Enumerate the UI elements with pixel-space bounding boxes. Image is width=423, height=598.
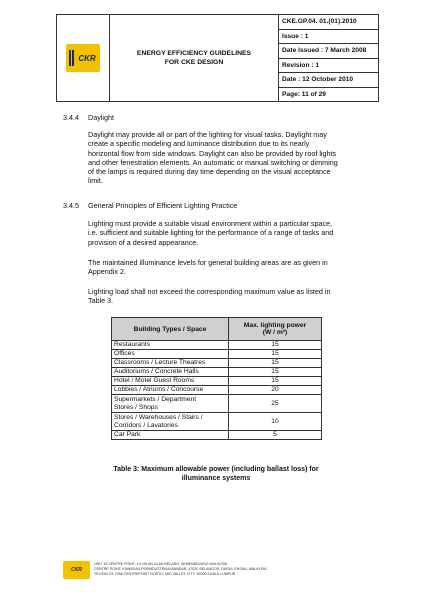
revision-number: Revision : 1 xyxy=(279,59,378,74)
space-cell-line-1: Supermarkets / Department xyxy=(114,395,197,403)
table-row xyxy=(112,341,322,350)
space-cell: Classrooms / Lecture Theatres xyxy=(112,359,229,368)
table-row xyxy=(112,377,322,386)
table-row xyxy=(112,386,322,395)
para-line: and other fenestration elements. An automatic or manual switching or dimming xyxy=(88,157,338,167)
lighting-paragraph-3 xyxy=(88,287,378,306)
col-header-power-line-2: (W / m²) xyxy=(262,329,288,336)
issue-number: Issue : 1 xyxy=(279,30,378,45)
page-number: Page: 11 of 29 xyxy=(282,90,326,98)
table-header-row xyxy=(112,318,322,341)
power-cell: 15 xyxy=(229,377,322,386)
para-line: of the lamps is required during day time depending on the visual acceptance xyxy=(88,167,331,177)
space-cell xyxy=(112,413,229,431)
lighting-paragraph-1 xyxy=(88,219,378,247)
document-meta xyxy=(279,15,378,101)
revision-date: Date : 12 October 2010 xyxy=(279,73,378,88)
para-line: horizontal flow from side windows. Daylight can also be provided by roof lights xyxy=(88,148,337,158)
table-caption xyxy=(110,465,322,483)
daylight-paragraph xyxy=(88,130,378,186)
para-line: Lighting must provide a suitable visual environment within a particular space, xyxy=(88,219,333,228)
logo-text: CKR xyxy=(78,53,96,63)
doc-code: CKE.GP.04. 01.(01).2010 xyxy=(279,15,378,30)
footer-logo: CKR xyxy=(63,561,90,579)
power-cell: 20 xyxy=(229,386,322,395)
para-line: Appendix 2. xyxy=(88,267,126,277)
power-cell: 15 xyxy=(229,359,322,368)
footer-address-line-2: CENTRE POINT, KAWASAN PERINDUSTRIAN BANDAR, 47610 SELANGOR, DARUL EHSAN, MALAYSIA xyxy=(94,567,267,571)
space-cell: Auditoriums / Concrete Halls xyxy=(112,368,229,377)
table-row xyxy=(112,350,322,359)
date-issued: Date Issued : 7 March 2008 xyxy=(279,44,378,59)
col-header-space: Building Types / Space xyxy=(112,318,229,341)
power-cell: 25 xyxy=(229,395,322,413)
table-row xyxy=(112,395,322,413)
document-title xyxy=(110,15,279,101)
lighting-paragraph-2 xyxy=(88,258,378,277)
col-header-power-line-1: Max. lighting power xyxy=(243,322,307,329)
para-line: The maintained illuminance levels for general building areas are as given in xyxy=(88,258,328,267)
space-cell-line-1: Stores / Warehouses / Stairs / xyxy=(114,413,203,421)
company-logo xyxy=(66,44,100,72)
table-row xyxy=(112,431,322,440)
power-cell: 5 xyxy=(229,431,322,440)
para-line: i.e. sufficient and suitable lighting for the performance of a range of tasks and xyxy=(88,228,334,238)
para-line: Lighting load shall not exceed the corresponding maximum value as listed in xyxy=(88,287,331,296)
space-cell-line-2: Corridors / Lavatories xyxy=(114,421,178,429)
section-title-344: Daylight xyxy=(88,113,114,122)
caption-line-2: illuminance systems xyxy=(181,475,251,482)
table-row xyxy=(112,413,322,431)
space-cell: Restaurants xyxy=(112,341,229,350)
lighting-power-table xyxy=(111,317,322,440)
document-header xyxy=(56,14,379,102)
title-line-1: ENERGY EFFICIENCY GUIDELINES xyxy=(136,50,252,57)
logo-stripe xyxy=(69,50,74,66)
para-line: Table 3. xyxy=(88,296,114,306)
footer-address-line-3: TEL/FAX 03-7958 CENTREPOINT NORTH, MID VALLEY CITY, 59200 KUALA LUMPUR xyxy=(94,572,236,576)
caption-line-1: Table 3: Maximum allowable power (including ballast loss) for xyxy=(113,466,319,473)
col-header-power xyxy=(229,318,322,341)
para-line: limit. xyxy=(88,176,103,186)
power-cell: 15 xyxy=(229,350,322,359)
section-number-345: 3.4.5 xyxy=(63,201,79,210)
power-cell: 15 xyxy=(229,341,322,350)
para-line: Daylight may provide all or part of the lighting for visual tasks. Daylight may xyxy=(88,130,327,139)
space-cell: Hotel / Motel Guest Rooms xyxy=(112,377,229,386)
header-logo-cell xyxy=(57,15,110,101)
para-line: provision of a desired appearance. xyxy=(88,237,199,247)
section-title-345: General Principles of Efficient Lighting Practice xyxy=(88,201,238,210)
title-line-2: FOR CKE DESIGN xyxy=(164,59,224,66)
footer-address-line-1: UNIT 19 CENTRE POINT, 19 JALAN ULAN BELANG, SEMENANJUNG MALAYSIA xyxy=(94,562,228,566)
space-cell: Offices xyxy=(112,350,229,359)
space-cell: Car Park xyxy=(112,431,229,440)
power-cell: 10 xyxy=(229,413,322,431)
table-row xyxy=(112,359,322,368)
para-line: create a specific modeling and luminance distribution due to its nearly xyxy=(88,139,310,149)
space-cell: Lobbies / Atriums / Concourse xyxy=(112,386,229,395)
power-cell: 15 xyxy=(229,368,322,377)
section-number-344: 3.4.4 xyxy=(63,113,79,122)
table-row xyxy=(112,368,322,377)
space-cell-line-2: Stores / Shops xyxy=(114,403,158,411)
space-cell xyxy=(112,395,229,413)
